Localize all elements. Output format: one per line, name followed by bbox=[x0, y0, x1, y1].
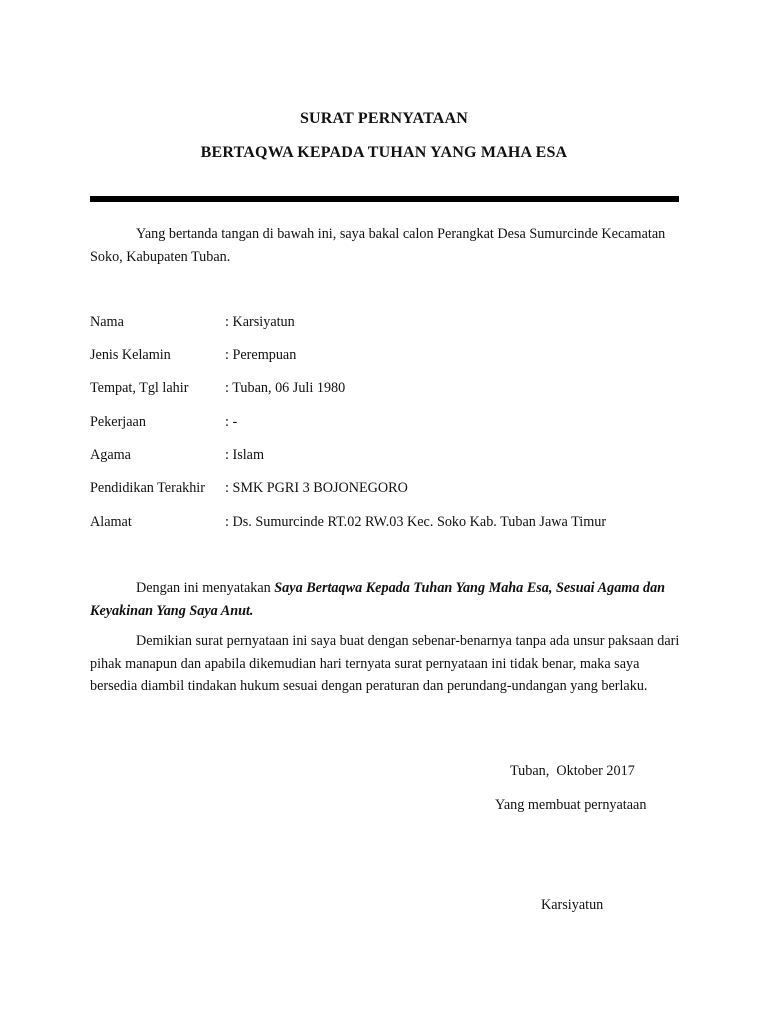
signature-place-date: Tuban, Oktober 2017 bbox=[510, 763, 635, 779]
field-value: : Ds. Sumurcinde RT.02 RW.03 Kec. Soko Kab. Tuban Jawa Timur bbox=[225, 514, 607, 530]
header-divider bbox=[90, 196, 679, 202]
field-row-tempat-tgl-lahir bbox=[90, 377, 690, 399]
field-value: : Islam bbox=[225, 447, 265, 463]
document-subtitle: BERTAQWA KEPADA TUHAN YANG MAHA ESA bbox=[200, 144, 568, 161]
field-row-pendidikan-terakhir bbox=[90, 477, 690, 499]
signature-role: Yang membuat pernyataan bbox=[495, 797, 647, 813]
declaration-paragraph bbox=[90, 577, 682, 622]
field-label: Alamat bbox=[90, 514, 132, 530]
closing-paragraph bbox=[90, 630, 682, 698]
field-value: : Karsiyatun bbox=[225, 314, 295, 330]
field-label: Pekerjaan bbox=[90, 414, 146, 430]
field-value: : Perempuan bbox=[225, 347, 297, 363]
intro-paragraph bbox=[90, 223, 682, 268]
declaration-lead: Dengan ini menyatakan bbox=[136, 580, 275, 596]
field-label: Pendidikan Terakhir bbox=[90, 480, 205, 496]
field-value: : Tuban, 06 Juli 1980 bbox=[225, 380, 346, 396]
field-row-agama bbox=[90, 444, 690, 466]
field-label: Tempat, Tgl lahir bbox=[90, 380, 189, 396]
signatory-name: Karsiyatun bbox=[541, 897, 604, 913]
closing-text: Demikian surat pernyataan ini saya buat dengan sebenar-benarnya tanpa ada unsur paksaan dari pihak manapun dan apabila dikemudian hari ternyata surat pernyataan ini tidak benar, maka saya bersedia diambil tindakan hukum sesuai dengan peraturan dan perundang-undangan yang berlaku. bbox=[90, 633, 680, 694]
field-row-alamat bbox=[90, 511, 690, 533]
field-value: : SMK PGRI 3 BOJONEGORO bbox=[225, 480, 408, 496]
field-label: Jenis Kelamin bbox=[90, 347, 171, 363]
field-label: Nama bbox=[90, 314, 124, 330]
intro-text: Yang bertanda tangan di bawah ini, saya bakal calon Perangkat Desa Sumurcinde Kecamatan Soko, Kabupaten Tuban. bbox=[90, 226, 666, 265]
field-value: : - bbox=[225, 414, 238, 430]
document-title: SURAT PERNYATAAN bbox=[299, 110, 469, 127]
field-row-nama bbox=[90, 311, 690, 333]
declaration-statement: Saya Bertaqwa Kepada Tuhan Yang Maha Esa, Sesuai Agama dan Keyakinan Yang Saya Anut. bbox=[90, 580, 666, 619]
field-row-jenis-kelamin bbox=[90, 344, 690, 366]
field-label: Agama bbox=[90, 447, 131, 463]
field-row-pekerjaan bbox=[90, 411, 690, 433]
